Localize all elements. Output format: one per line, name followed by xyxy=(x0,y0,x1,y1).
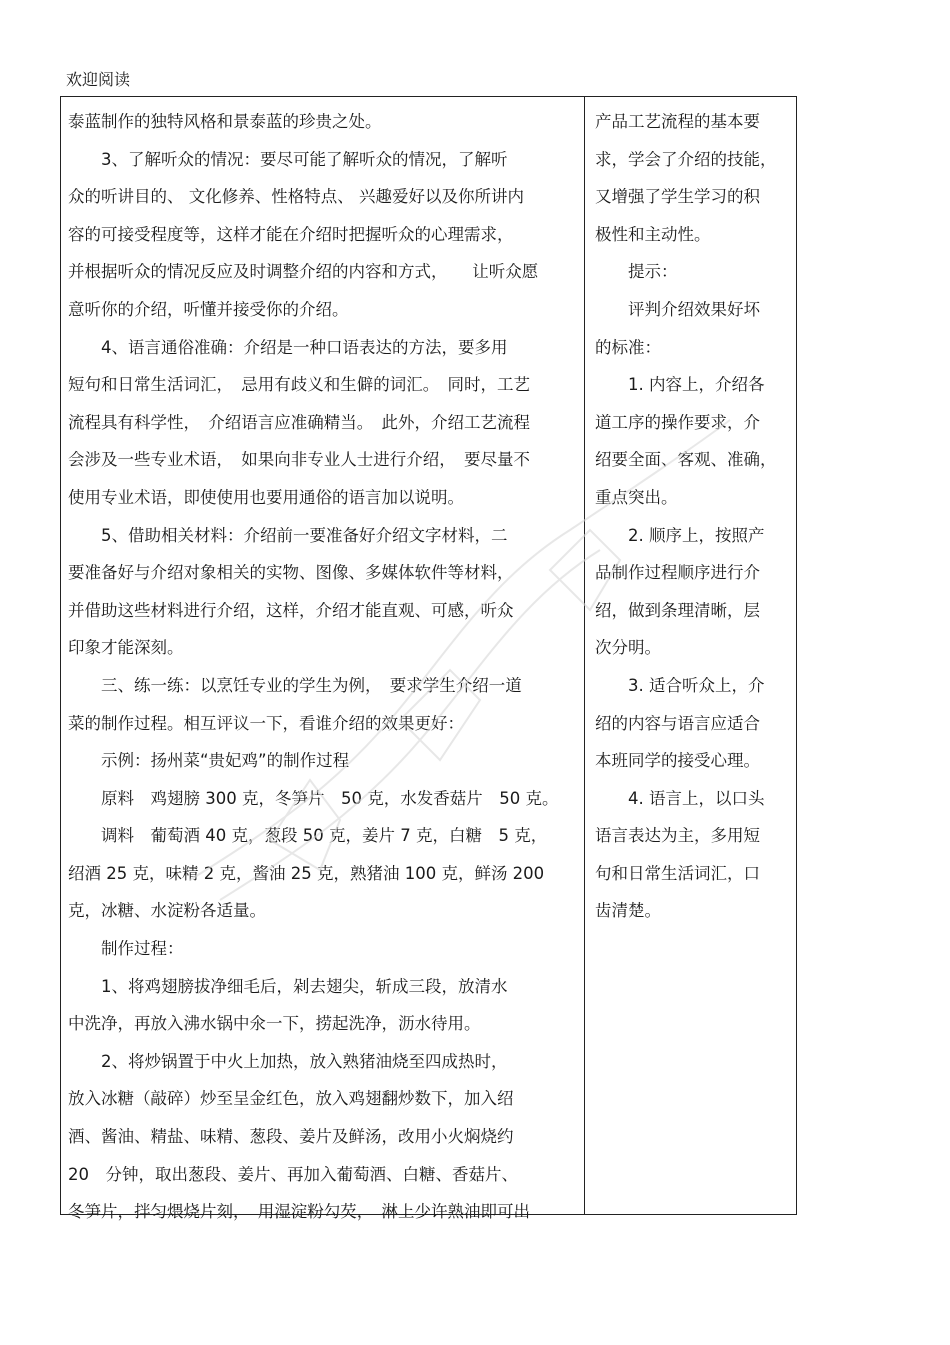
note-text-line: 产品工艺流程的基本要 xyxy=(595,112,760,131)
note-text-line: 的标准： xyxy=(595,337,661,357)
body-text-line: 会涉及一些专业术语， 如果向非专业人士进行介绍， 要尽量不 xyxy=(68,450,530,470)
body-text-line: 流程具有科学性， 介绍语言应准确精当。 此外，介绍工艺流程 xyxy=(68,412,530,432)
body-text-line: 4、语言通俗准确：介绍是一种口语表达的方法，要多用 xyxy=(68,337,508,357)
note-text-line: 道工序的操作要求，介 xyxy=(595,412,760,432)
body-text-line: 印象才能深刻。 xyxy=(68,638,184,658)
body-text-line: 克，冰糖、水淀粉各适量。 xyxy=(68,901,266,921)
note-text-line: 句和日常生活词汇，口 xyxy=(595,863,760,883)
note-text-line: 品制作过程顺序进行介 xyxy=(595,563,760,583)
note-text-line: 本班同学的接受心理。 xyxy=(595,751,760,771)
note-text-line: 又增强了学生学习的积 xyxy=(595,187,760,207)
body-text-line: 中洗净，再放入沸水锅中氽一下，捞起洗净，沥水待用。 xyxy=(68,1014,481,1034)
body-text-line: 1、将鸡翅膀拔净细毛后，剁去翅尖，斩成三段，放清水 xyxy=(68,976,508,996)
body-text-line: 示例：扬州菜“贵妃鸡”的制作过程 xyxy=(68,751,350,771)
body-text-line: 20 分钟，取出葱段、姜片、再加入葡萄酒、白糖、香菇片、 xyxy=(68,1164,518,1184)
body-text-line: 原料 鸡翅膀 300 克，冬笋片 50 克，水发香菇片 50 克。 xyxy=(68,788,559,808)
body-text-line: 泰蓝制作的独特风格和景泰蓝的珍贵之处。 xyxy=(68,112,382,131)
body-text-line: 冬笋片，拌匀煨烧片刻， 用湿淀粉勾芡， 淋上少许熟油即可出 xyxy=(68,1202,530,1222)
note-text-line: 评判介绍效果好坏 xyxy=(595,299,760,319)
column-divider xyxy=(584,97,585,1214)
body-text-line: 2、将炒锅置于中火上加热，放入熟猪油烧至四成热时， xyxy=(68,1051,508,1071)
body-text-line: 并借助这些材料进行介绍，这样，介绍才能直观、可感，听众 xyxy=(68,600,514,620)
note-text-line: 4. 语言上，以口头 xyxy=(595,788,765,808)
note-text-line: 绍要全面、客观、准确， xyxy=(595,450,777,470)
note-text-line: 2. 顺序上，按照产 xyxy=(595,525,765,545)
body-text-line: 三、练一练：以烹饪专业的学生为例， 要求学生介绍一道 xyxy=(68,675,522,695)
body-text-line: 放入冰糖（敲碎）炒至呈金红色，放入鸡翅翻炒数下，加入绍 xyxy=(68,1089,514,1109)
notes-column xyxy=(595,103,791,930)
body-text-line: 菜的制作过程。相互评议一下，看谁介绍的效果更好： xyxy=(68,713,464,733)
note-text-line: 绍的内容与语言应适合 xyxy=(595,713,760,733)
body-text-line: 制作过程： xyxy=(68,939,184,959)
note-text-line: 提示： xyxy=(595,262,678,282)
content-table xyxy=(60,96,797,1222)
note-text-line: 1. 内容上，介绍各 xyxy=(595,375,765,395)
body-text-line: 3、了解听众的情况：要尽可能了解听众的情况，了解听 xyxy=(68,149,508,169)
note-text-line: 3. 适合听众上，介 xyxy=(595,675,765,695)
note-text-line: 求，学会了介绍的技能， xyxy=(595,149,777,169)
body-text-line: 酒、酱油、精盐、味精、葱段、姜片及鲜汤，改用小火焖烧约 xyxy=(68,1127,514,1147)
body-text-line: 使用专业术语，即使使用也要用通俗的语言加以说明。 xyxy=(68,487,464,507)
main-text-column xyxy=(68,103,580,1231)
body-text-line: 众的听讲目的、 文化修养、性格特点、 兴趣爱好以及你所讲内 xyxy=(68,187,524,207)
page-header: 欢迎阅读 xyxy=(66,70,131,89)
note-text-line: 绍，做到条理清晰，层 xyxy=(595,600,760,620)
note-text-line: 重点突出。 xyxy=(595,487,678,507)
body-text-line: 绍酒 25 克，味精 2 克，酱油 25 克，熟猪油 100 克，鲜汤 200 xyxy=(68,863,545,883)
note-text-line: 极性和主动性。 xyxy=(595,224,711,244)
body-text-line: 并根据听众的情况反应及时调整介绍的内容和方式， 让听众愿 xyxy=(68,262,539,282)
body-text-line: 5、借助相关材料：介绍前一要准备好介绍文字材料，二 xyxy=(68,525,508,545)
body-text-line: 要准备好与介绍对象相关的实物、图像、多媒体软件等材料， xyxy=(68,563,514,583)
body-text-line: 容的可接受程度等，这样才能在介绍时把握听众的心理需求， xyxy=(68,224,514,244)
note-text-line: 语言表达为主，多用短 xyxy=(595,826,760,846)
note-text-line: 次分明。 xyxy=(595,638,661,658)
body-text-line: 短句和日常生活词汇， 忌用有歧义和生僻的词汇。 同时，工艺 xyxy=(68,375,530,395)
body-text-line: 意听你的介绍，听懂并接受你的介绍。 xyxy=(68,299,349,319)
body-text-line: 调料 葡萄酒 40 克，葱段 50 克，姜片 7 克，白糖 5 克， xyxy=(68,826,548,846)
note-text-line: 齿清楚。 xyxy=(595,901,661,921)
